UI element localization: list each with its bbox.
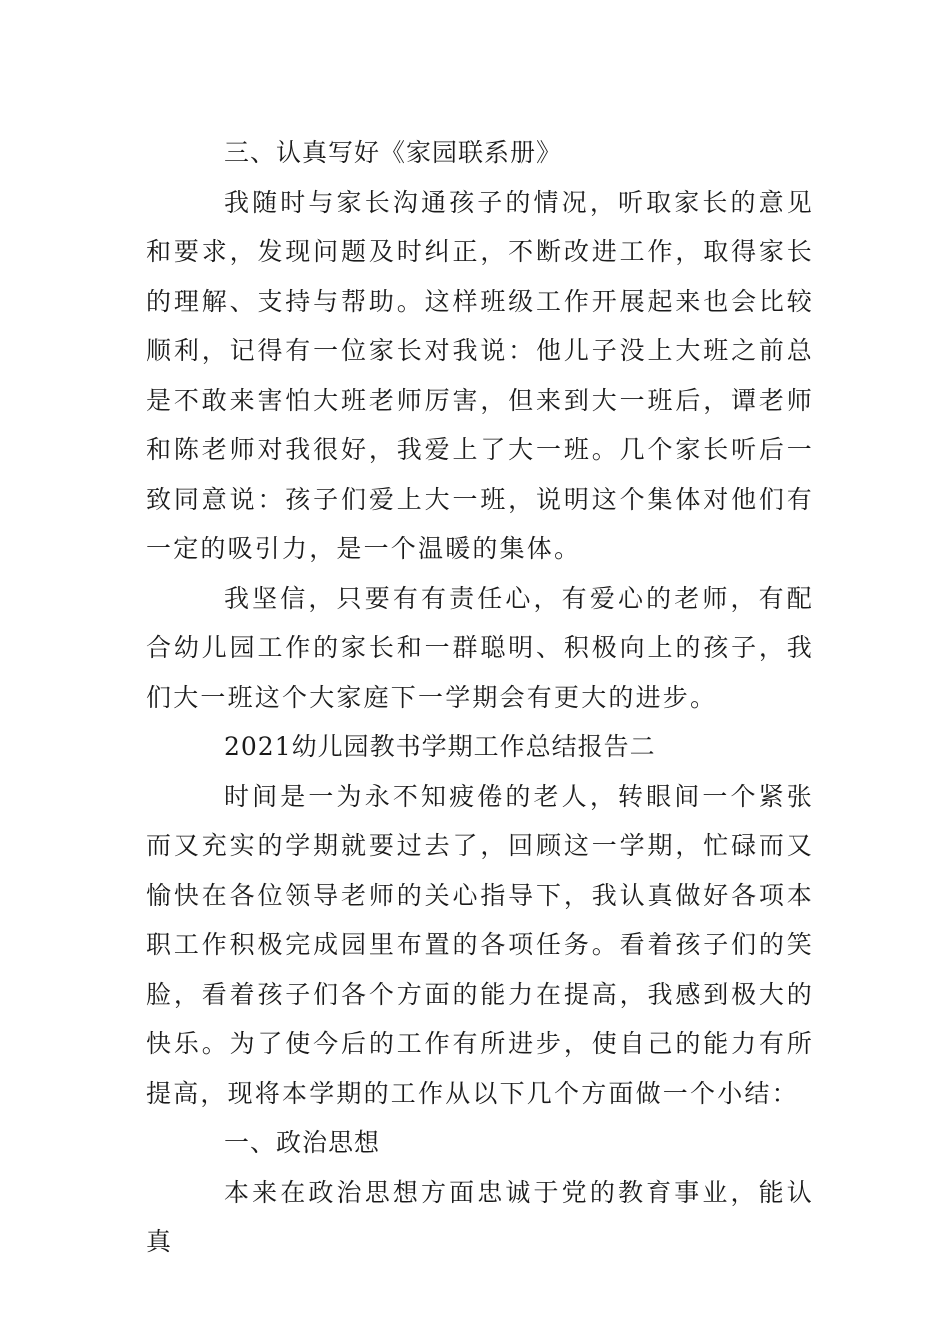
paragraph-belief: 我坚信，只要有有责任心，有爱心的老师，有配合幼儿园工作的家长和一群聪明、积极向上的孩子，我们大一班这个大家庭下一学期会有更大的进步。 (146, 583, 814, 712)
section-heading-political-thought: 一、政治思想 (224, 1128, 381, 1157)
paragraph-parent-communication: 我随时与家长沟通孩子的情况，听取家长的意见和要求，发现问题及时纠正，不断改进工作，取得家长的理解、支持与帮助。这样班级工作开展起来也会比较顺利，记得有一位家长对我说：他儿子没上大班之前总是不敢来害怕大班老师厉害，但来到大一班后，谭老师和陈老师对我很好，我爱上了大一班。几个家长听后一致同意说：孩子们爱上大一班，说明这个集体对他们有一定的吸引力，是一个温暖的集体。 (146, 187, 814, 563)
report-title: 2021幼儿园教书学期工作总结报告二 (224, 732, 656, 761)
document-body (146, 128, 814, 1267)
paragraph-political-thought: 本来在政治思想方面忠诚于党的教育事业，能认真 (146, 1177, 814, 1256)
section-heading-family-contact-book: 三、认真写好《家园联系册》 (224, 138, 563, 167)
paragraph-semester-review: 时间是一为永不知疲倦的老人，转眼间一个紧张而又充实的学期就要过去了，回顾这一学期，忙碌而又愉快在各位领导老师的关心指导下，我认真做好各项本职工作积极完成园里布置的各项任务。看着孩子们的笑脸，看着孩子们各个方面的能力在提高，我感到极大的快乐。为了使今后的工作有所进步，使自己的能力有所提高，现将本学期的工作从以下几个方面做一个小结： (146, 781, 814, 1108)
